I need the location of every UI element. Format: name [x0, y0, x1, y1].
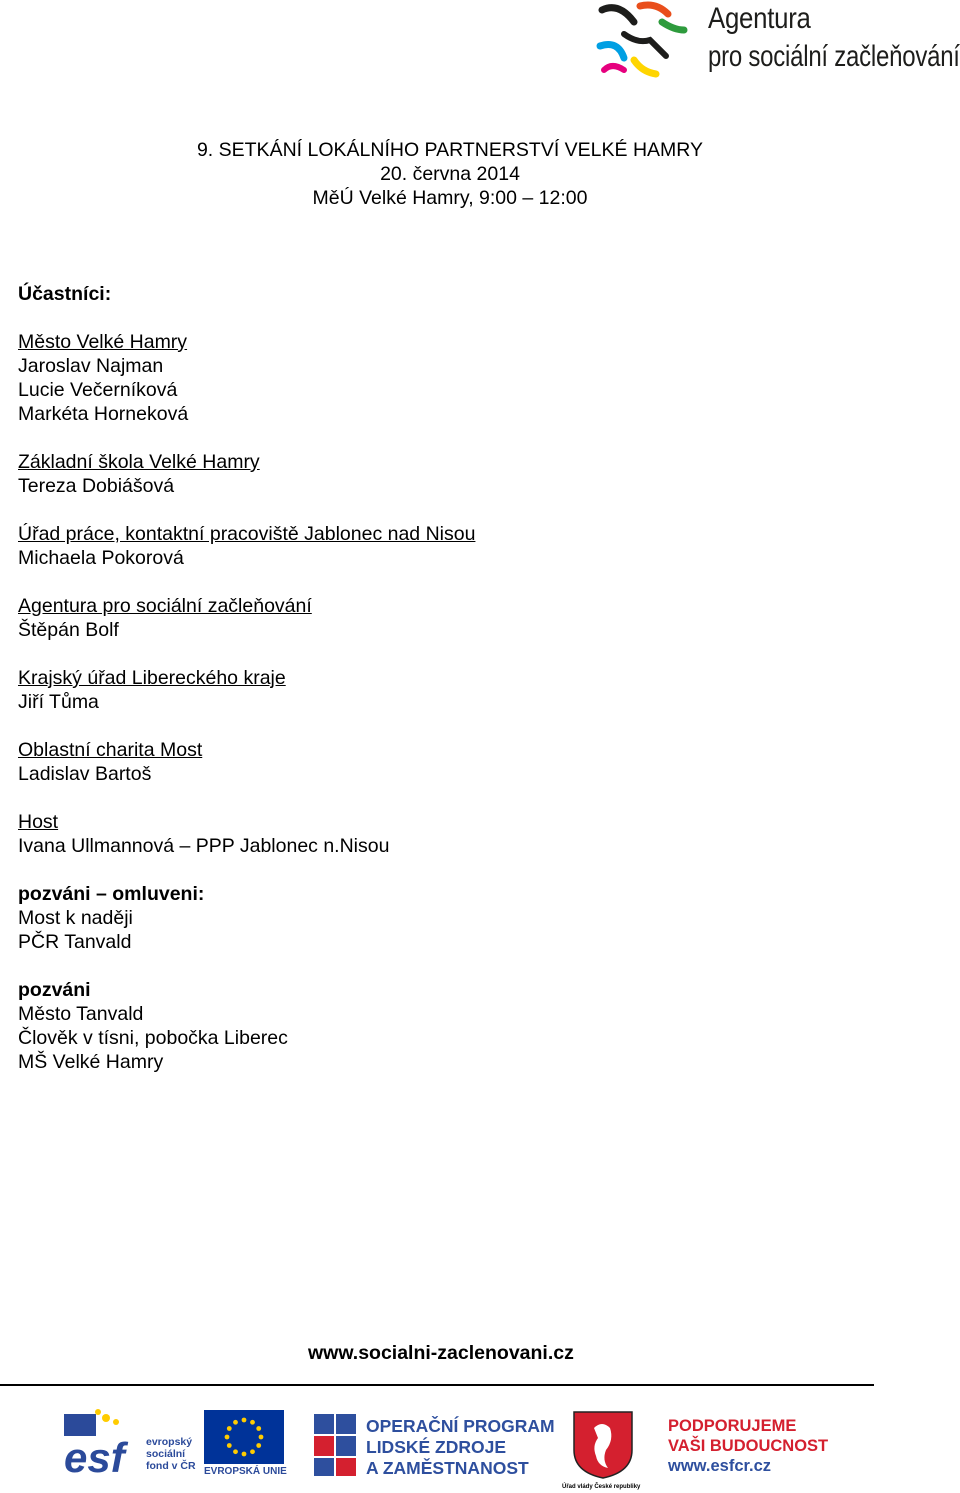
eu-star-icon: [242, 1452, 247, 1457]
eu-star-icon: [242, 1418, 247, 1423]
eu-star-icon: [256, 1443, 261, 1448]
participant-name: Lucie Večerníková: [18, 379, 178, 401]
op-text-line: A ZAMĚSTNANOST: [366, 1458, 529, 1478]
esf-text-line: fond v ČR: [146, 1460, 196, 1472]
participants-section: [18, 282, 475, 1098]
eu-star-icon: [233, 1449, 238, 1454]
website-url: www.socialni-zaclenovani.cz: [308, 1342, 574, 1364]
eu-star-icon: [250, 1449, 255, 1454]
op-text-line: LIDSKÉ ZDROJE: [366, 1437, 507, 1457]
invited-item: MŠ Velké Hamry: [18, 1051, 164, 1073]
footer-divider: [0, 1384, 874, 1386]
participant-group: [18, 522, 475, 570]
participant-name: Ladislav Bartoš: [18, 763, 152, 785]
invited-excused-group: [18, 882, 475, 954]
meeting-date: 20. června 2014: [380, 163, 520, 185]
participant-group: [18, 594, 475, 642]
organization-name: Host: [18, 811, 59, 833]
invited-item: Člověk v tísni, pobočka Liberec: [18, 1027, 288, 1049]
invited-group: [18, 978, 475, 1074]
participant-name: Markéta Horneková: [18, 403, 189, 425]
eu-star-icon: [225, 1435, 230, 1440]
eu-logo: [204, 1410, 286, 1480]
eu-flag-icon: [204, 1410, 284, 1464]
podporujeme-text-line: VAŠI BUDOUCNOST: [668, 1437, 829, 1455]
participant-name: Michaela Pokorová: [18, 547, 184, 569]
logo-text-line1: Agentura: [708, 2, 811, 35]
agency-logo: [594, 0, 960, 80]
participant-group: [18, 810, 475, 858]
eu-text: EVROPSKÁ UNIE: [204, 1466, 287, 1477]
invited-excused-heading: pozváni – omluveni:: [18, 883, 205, 905]
podporujeme-text-line: PODPORUJEME: [668, 1417, 797, 1435]
eu-star-icon: [227, 1443, 232, 1448]
esf-logo-icon: [62, 1408, 146, 1478]
eu-star-icon: [259, 1435, 264, 1440]
eu-star-icon: [227, 1426, 232, 1431]
participant-name: Jiří Tůma: [18, 691, 99, 713]
document-title: 9. SETKÁNÍ LOKÁLNÍHO PARTNERSTVÍ VELKÉ HAMRY: [196, 139, 704, 161]
participant-group: [18, 330, 475, 426]
document-header: [0, 138, 900, 210]
organization-name: Úřad práce, kontaktní pracoviště Jablonec nad Nisou: [18, 523, 476, 545]
participant-name: Štěpán Bolf: [18, 619, 119, 641]
esf-logo: [62, 1408, 198, 1480]
invited-item: Město Tanvald: [18, 1003, 144, 1025]
organization-name: Oblastní charita Most: [18, 739, 203, 761]
organization-name: Základní škola Velké Hamry: [18, 451, 260, 473]
participant-group: [18, 738, 475, 786]
organization-name: Krajský úřad Libereckého kraje: [18, 667, 286, 689]
esfcr-url: www.esfcr.cz: [668, 1457, 772, 1475]
coat-of-arms-icon: [572, 1410, 634, 1480]
eu-star-icon: [233, 1420, 238, 1425]
logo-text-line2: pro sociální začleňování: [708, 40, 960, 73]
invited-excused-item: PČR Tanvald: [18, 931, 132, 953]
government-text: Úřad vlády České republiky: [562, 1484, 641, 1490]
op-lzz-logo: [310, 1410, 555, 1482]
participant-group: [18, 450, 475, 498]
agency-logo-icon: [594, 0, 694, 80]
eu-star-icon: [250, 1420, 255, 1425]
participant-group: [18, 666, 475, 714]
op-text-line: OPERAČNÍ PROGRAM: [366, 1416, 555, 1436]
invited-heading: pozváni: [18, 979, 91, 1001]
esf-text-line: sociální: [146, 1448, 186, 1460]
participants-heading: Účastníci:: [18, 283, 112, 305]
invited-excused-item: Most k naději: [18, 907, 133, 929]
government-logo: [562, 1410, 648, 1492]
meeting-place-time: MěÚ Velké Hamry, 9:00 – 12:00: [312, 187, 588, 209]
participant-name: Jaroslav Najman: [18, 355, 164, 377]
organization-name: Město Velké Hamry: [18, 331, 188, 353]
esf-text-line: evropský: [146, 1436, 193, 1448]
op-puzzle-icon: [310, 1410, 358, 1478]
participant-name: Ivana Ullmannová – PPP Jablonec n.Nisou: [18, 835, 390, 857]
eu-star-icon: [256, 1426, 261, 1431]
svg-text:esf: esf: [64, 1434, 125, 1478]
podporujeme-logo: [668, 1416, 838, 1480]
participant-name: Tereza Dobiášová: [18, 475, 175, 497]
organization-name: Agentura pro sociální začleňování: [18, 595, 312, 617]
